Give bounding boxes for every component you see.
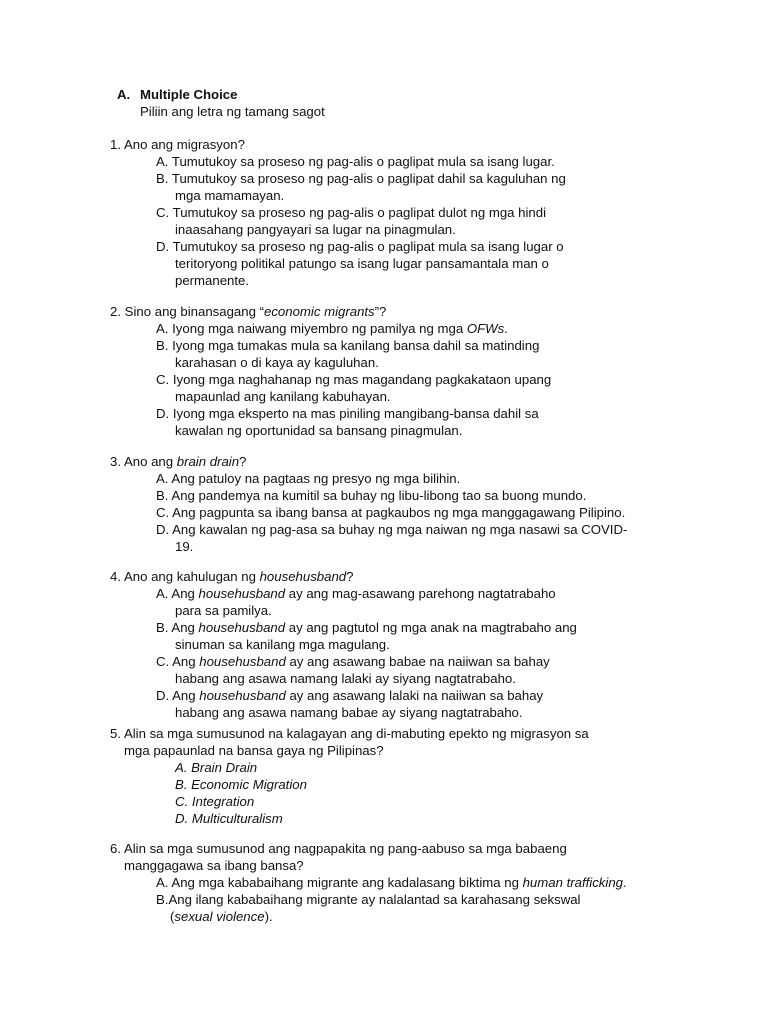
question-stem: 2. Sino ang binansagang “economic migrants”? [110,304,387,319]
option-d: D. Ang kawalan ng pag-asa sa buhay ng mga naiwan ng mga nasawi sa COVID- 19. [156,522,628,554]
option-c: C. Ang househusband ay ang asawang babae na naiiwan sa bahay habang ang asawa namang lalaki ay siyang nagtatrabaho. [156,654,550,686]
option-a: A. Tumutukoy sa proseso ng pag-alis o paglipat mula sa isang lugar. [156,154,555,169]
option-b: B. Ang pandemya na kumitil sa buhay ng libu-libong tao sa buong mundo. [156,488,587,503]
section-header [117,86,325,120]
option-b: B. Iyong mga tumakas mula sa kanilang bansa dahil sa matinding karahasan o di kaya ay kaguluhan. [156,338,540,370]
question-1 [110,136,670,289]
option-a: A. Brain Drain [175,760,258,775]
section-title: A. Multiple Choice [117,87,238,102]
option-b: B. Ang househusband ay ang pagtutol ng mga anak na magtrabaho ang sinuman sa kanilang mga magulang. [156,620,577,652]
question-6 [110,840,670,925]
option-b: B. Tumutukoy sa proseso ng pag-alis o paglipat dahil sa kaguluhan ng mga mamamayan. [156,171,566,203]
question-4 [110,568,670,721]
question-5 [110,725,670,827]
option-d: D. Tumutukoy sa proseso ng pag-alis o paglipat mula sa isang lugar o teritoryong politikal patungo sa isang lugar pansamantala man o permanente. [156,239,564,288]
option-a: A. Iyong mga naiwang miyembro ng pamilya ng mga OFWs. [156,321,508,336]
question-stem: 1. Ano ang migrasyon? [110,137,245,152]
question-stem: 4. Ano ang kahulugan ng househusband? [110,569,354,584]
question-3 [110,453,670,555]
section-instruction: Piliin ang letra ng tamang sagot [140,104,325,119]
option-d: D. Iyong mga eksperto na mas piniling mangibang-bansa dahil sa kawalan ng oportunidad sa bansang pinagmulan. [156,406,539,438]
option-b: B.Ang ilang kababaihang migrante ay nalalantad sa karahasang sekswal (sexual violence). [156,892,581,924]
question-stem: 6. Alin sa mga sumusunod ang nagpapakita ng pang-aabuso sa mga babaeng manggagawa sa ibang bansa? [110,841,567,873]
question-stem: 3. Ano ang brain drain? [110,454,247,469]
option-d: D. Ang househusband ay ang asawang lalaki na naiiwan sa bahay habang ang asawa namang babae ay siyang nagtatrabaho. [156,688,544,720]
option-a: A. Ang mga kababaihang migrante ang kadalasang biktima ng human trafficking. [156,875,627,890]
option-d: D. Multiculturalism [175,811,283,826]
option-c: C. Tumutukoy sa proseso ng pag-alis o paglipat dulot ng mga hindi inaasahang pangyayari sa lugar na pinagmulan. [156,205,547,237]
option-a: A. Ang patuloy na pagtaas ng presyo ng mga bilihin. [156,471,461,486]
option-c: C. Integration [175,794,255,809]
option-c: C. Ang pagpunta sa ibang bansa at pagkaubos ng mga manggagawang Pilipino. [156,505,626,520]
question-2 [110,303,670,439]
option-c: C. Iyong mga naghahanap ng mas magandang pagkakataon upang mapaunlad ang kanilang kabuhayan. [156,372,552,404]
question-stem: 5. Alin sa mga sumusunod na kalagayan ang di-mabuting epekto ng migrasyon sa mga papaunlad na bansa gaya ng Pilipinas? [110,726,589,758]
option-b: B. Economic Migration [175,777,307,792]
option-a: A. Ang househusband ay ang mag-asawang parehong nagtatrabaho para sa pamilya. [156,586,556,618]
